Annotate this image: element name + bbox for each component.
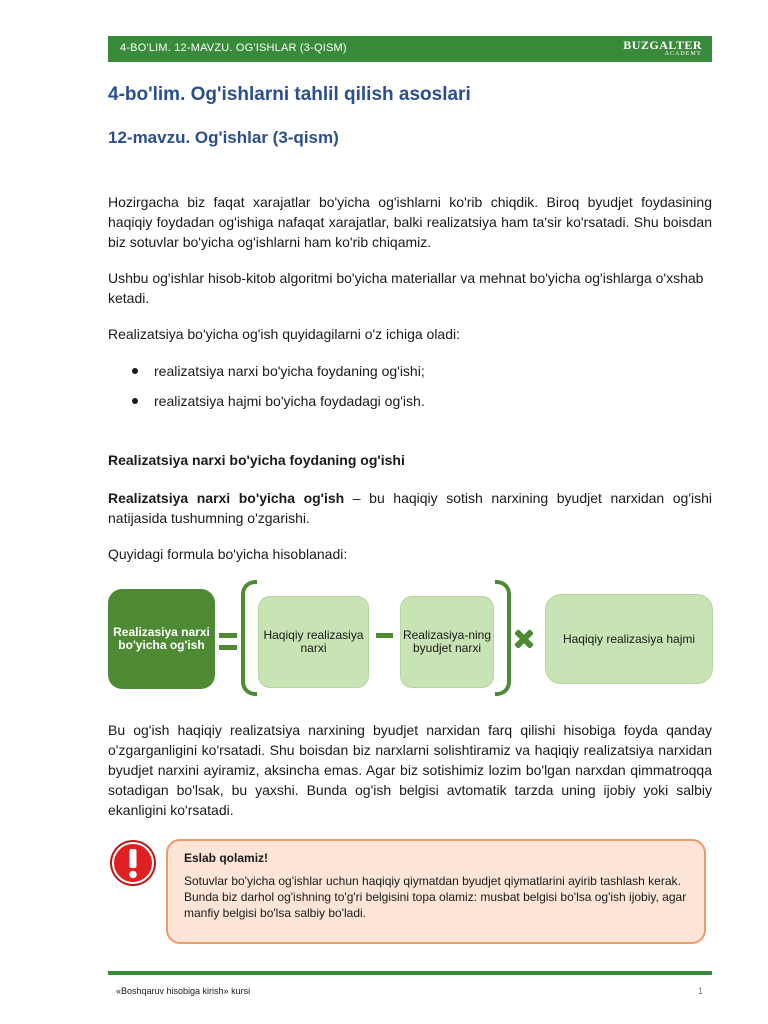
multiply-sign: [513, 628, 535, 650]
left-bracket: [241, 580, 257, 696]
definition-text: – bu haqiqiy sotish narxining byudjet narxidan og'ishi natijasida tushumning o'zgarishi.: [108, 490, 713, 526]
note-text: Sotuvlar bo'yicha og'ishlar uchun haqiqiy qiymatdan byudjet qiymatlarini ayirib tashlash kerak. Bunda biz darhol og'ishning to'g'ri belgisini topa olamiz: musbat belgisi bo'lsa og'ish ijobiy, agar manfiy belgisi bo'lsa salbiy bo'ladi.: [184, 874, 687, 920]
subheading: Realizatsiya narxi bo'yicha foydaning og'ishi: [108, 452, 405, 468]
formula-actual-volume-box: [545, 594, 713, 684]
formula-result-box: [108, 589, 215, 689]
footer-course-name: «Boshqaruv hisobiga kirish» kursi: [116, 986, 251, 996]
bullet-list: [130, 361, 710, 421]
definition-term: Realizatsiya narxi bo'yicha og'ish: [108, 490, 345, 506]
note-title: Eslab qolamiz!: [184, 851, 269, 865]
list-item: realizatsiya narxi bo'yicha foydaning og'ishi;: [130, 361, 710, 391]
section-title: 4-bo'lim. Og'ishlarni tahlil qilish asoslari: [108, 84, 471, 105]
formula-actual-price-label: Haqiqiy realizasiya narxi: [263, 628, 364, 655]
formula-budget-price-box: [400, 596, 494, 688]
topic-title: 12-mavzu. Og'ishlar (3-qism): [108, 128, 339, 147]
footer-divider: [108, 971, 712, 975]
header-bar: [108, 36, 712, 62]
logo-main-text: BUZGALTER: [623, 38, 702, 52]
paragraph-definition: [108, 488, 712, 528]
page-number: 1: [698, 986, 704, 996]
paragraph-algorithm: Ushbu og'ishlar hisob-kitob algoritmi bo'yicha materiallar va mehnat bo'yicha og'ishlarga o'xshab ketadi.: [108, 270, 704, 306]
formula-budget-price-label: Realizasiya-ning byudjet narxi: [402, 628, 492, 655]
paragraph-formula-intro: Quyidagi formula bo'yicha hisoblanadi:: [108, 546, 348, 562]
paragraph-includes: Realizatsiya bo'yicha og'ish quyidagilarni o'z ichiga oladi:: [108, 326, 460, 342]
note-box: [166, 839, 706, 944]
equals-sign-top: [219, 633, 237, 638]
logo: [623, 39, 702, 58]
formula-result-label: Realizasiya narxi bo'yicha og'ish: [113, 625, 210, 652]
paragraph-explanation: Bu og'ish haqiqiy realizatsiya narxining byudjet narxidan farq qilishi hisobiga foyda qanday o'zgarganligini ko'rsatadi. Shu boisdan biz narxlarni solishtiramiz va haqiqiy realizatsiya narxidan byudjet narxini ayiramiz, aksincha emas. Agar biz sotishimiz lozim bo'lgan narxdan qimmatroqqa sotadigan bo'lsak, bu yaxshi. Bunda og'ish belgisi avtomatik tarzda uning ijobiy yoki salbiy ekanligini ko'rsatadi.: [108, 722, 712, 818]
list-item: realizatsiya hajmi bo'yicha foydadagi og'ish.: [130, 391, 710, 421]
exclamation-warning-icon: [108, 838, 158, 888]
formula-actual-volume-label: Haqiqiy realizasiya hajmi: [562, 631, 696, 646]
header-title: 4-BO'LIM. 12-MAVZU. OG'ISHLAR (3-QISM): [120, 42, 347, 54]
equals-sign-bottom: [219, 645, 237, 650]
formula-actual-price-box: [258, 596, 369, 688]
minus-sign: [376, 633, 393, 638]
paragraph-intro: Hozirgacha biz faqat xarajatlar bo'yicha og'ishlarni ko'rib chiqdik. Biroq byudjet foydasining haqiqiy foydadan og'ishiga nafaqat xarajatlar, balki realizatsiya ham ta'sir ko'rsatadi. Shu boisdan biz sotuvlar bo'yicha og'ishlarni ham ko'rib chiqamiz.: [108, 194, 712, 250]
right-bracket: [495, 580, 511, 696]
logo-sub-text: ACADEMY: [664, 51, 702, 57]
